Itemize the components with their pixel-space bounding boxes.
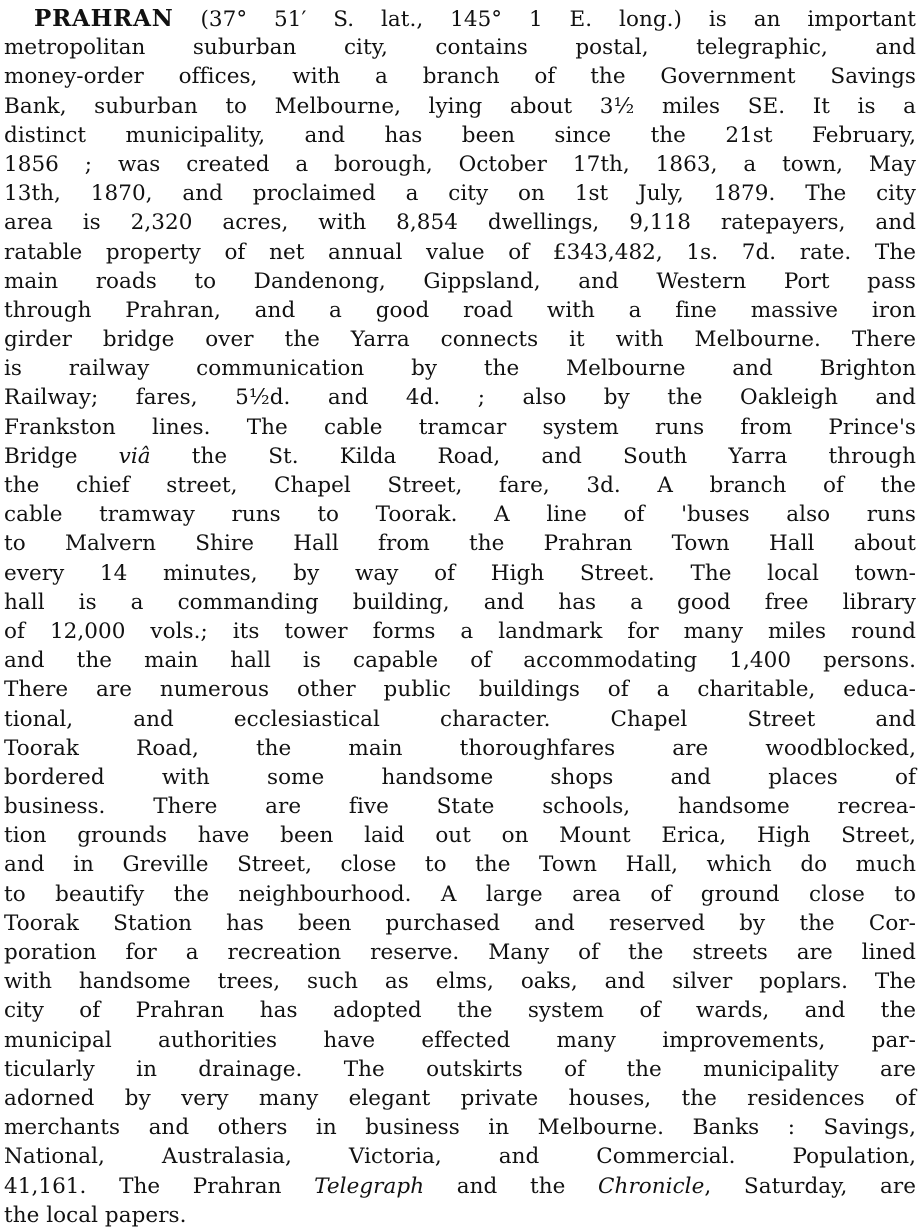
text-line: Toorak Road, the main thoroughfares are woodblocked,	[4, 735, 916, 761]
text-line: is railway communication by the Melbourne and Brighton	[4, 356, 916, 382]
text-line: adorned by very many elegant private houses, the residences of	[4, 1085, 916, 1111]
text-line: area is 2,320 acres, with 8,854 dwellings, 9,118 ratepayers, and	[4, 210, 916, 236]
text-line: ratable property of net annual value of £343,482, 1s. 7d. rate. The	[4, 239, 916, 265]
text-line: 13th, 1870, and proclaimed a city on 1st July, 1879. The city	[4, 181, 916, 207]
text-line: Frankston lines. The cable tramcar system runs from Prince's	[4, 414, 916, 440]
text-line: every 14 minutes, by way of High Street. The local town-	[4, 560, 916, 586]
text-line: municipal authorities have effected many improvements, par-	[4, 1027, 916, 1053]
text-line: There are numerous other public buildings of a charitable, educa-	[4, 677, 916, 703]
text-line: of 12,000 vols.; its tower forms a landmark for many miles round	[4, 618, 916, 644]
text-line: ticularly in drainage. The outskirts of the municipality are	[4, 1056, 916, 1082]
text-line: cable tramway runs to Toorak. A line of 'buses also runs	[4, 502, 916, 528]
line-text: and the	[456, 1173, 566, 1199]
text-line: business. There are five State schools, handsome recrea-	[4, 794, 916, 820]
line-text: the St. Kilda Road, and South Yarra through	[191, 443, 917, 469]
text-line: Toorak Station has been purchased and reserved by the Cor-	[4, 910, 916, 936]
text-line: main roads to Dandenong, Gippsland, and Western Port pass	[4, 268, 916, 294]
text-line	[4, 4, 916, 33]
text-line: 1856 ; was created a borough, October 17th, 1863, a town, May	[4, 151, 916, 177]
text-line: to Malvern Shire Hall from the Prahran Town Hall about	[4, 531, 916, 557]
italic-telegraph: Telegraph	[314, 1173, 425, 1199]
text-line: Bank, suburban to Melbourne, lying about 3½ miles SE. It is a	[4, 93, 916, 119]
text-line: money-order offices, with a branch of the Government Savings	[4, 64, 916, 90]
text-line: tion grounds have been laid out on Mount Erica, High Street,	[4, 823, 916, 849]
text-line: hall is a commanding building, and has a good free library	[4, 589, 916, 615]
italic-chronicle: Chronicle	[598, 1173, 705, 1199]
text-line: city of Prahran has adopted the system of wards, and the	[4, 998, 916, 1024]
entry-headword: PRAHRAN	[34, 5, 174, 32]
text-line: bordered with some handsome shops and places of	[4, 764, 916, 790]
gazetteer-entry	[4, 4, 916, 1230]
text-line: poration for a recreation reserve. Many of the streets are lined	[4, 940, 916, 965]
text-line: distinct municipality, and has been since the 21st February,	[4, 122, 916, 148]
text-line: and the main hall is capable of accommodating 1,400 persons.	[4, 648, 916, 674]
text-line	[4, 442, 916, 471]
line-text: , Saturday, are	[704, 1173, 917, 1199]
line-text: Bridge	[4, 443, 78, 469]
text-line: merchants and others in business in Melbourne. Banks : Savings,	[4, 1115, 916, 1141]
text-line	[4, 1172, 916, 1201]
text-line: the local papers.	[4, 1202, 187, 1228]
text-line: girder bridge over the Yarra connects it with Melbourne. There	[4, 327, 916, 353]
text-line: metropolitan suburban city, contains postal, telegraphic, and	[4, 35, 916, 61]
text-line: and in Greville Street, close to the Town Hall, which do much	[4, 852, 916, 878]
text-line: National, Australasia, Victoria, and Commercial. Population,	[4, 1144, 916, 1170]
text-line: Railway; fares, 5½d. and 4d. ; also by the Oakleigh and	[4, 385, 916, 411]
line-text: 41,161. The Prahran	[4, 1173, 282, 1199]
italic-via: viâ	[118, 443, 151, 469]
text-line: tional, and ecclesiastical character. Chapel Street and	[4, 706, 916, 732]
text-line: with handsome trees, such as elms, oaks, and silver poplars. The	[4, 969, 916, 995]
text-line: to beautify the neighbourhood. A large area of ground close to	[4, 881, 916, 907]
line-text: (37° 51′ S. lat., 145° 1 E. long.) is an important	[173, 7, 916, 32]
text-line: the chief street, Chapel Street, fare, 3d. A branch of the	[4, 473, 916, 498]
text-line: through Prahran, and a good road with a fine massive iron	[4, 297, 916, 323]
